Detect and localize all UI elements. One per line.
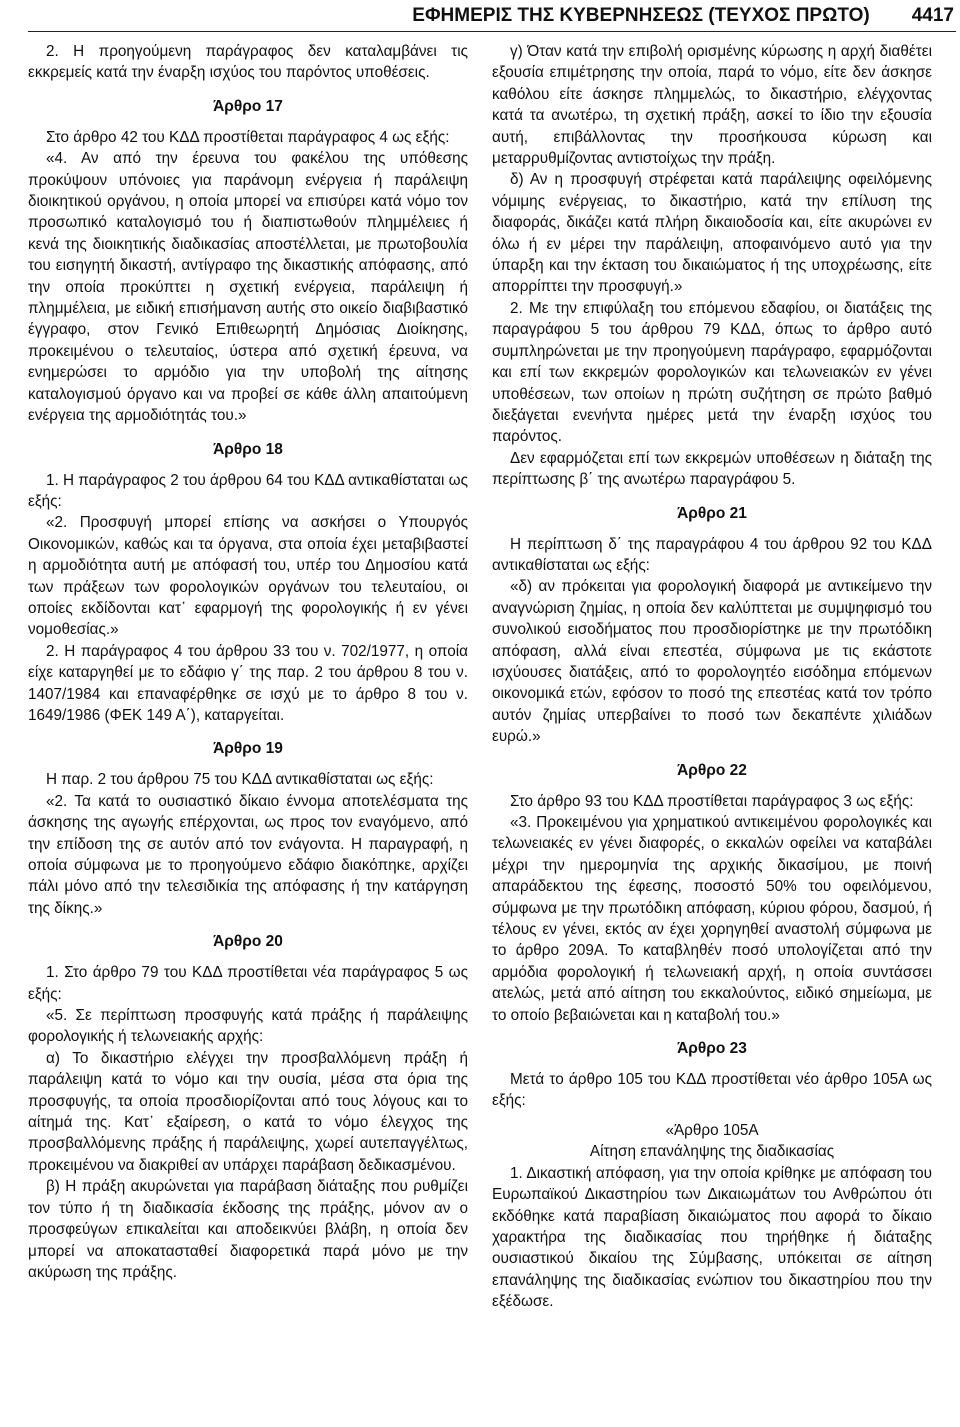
right-column	[492, 41, 932, 1313]
paragraph: «δ) αν πρόκειται για φορολογική διαφορά με αντικείμενο την αναγνώριση ζημίας, η οποία δεν καλύπτεται με συμψηφισμό του συνολικού εισοδήματος που προσδιορίστηκε με την πρωτόδικη απόφαση, αλλά είναι επεστέα, σύμφωνα με τις εκάστοτε ισχύουσες διατάξεις, από το φορολογητέο εισόδημα επόμενων οικονομικά ετών, εφόσον το ποσό της επεστέας κατά τον τρόπο αυτόν ζημίας υπερβαίνει το ποσό των δεκαπέντε χιλιάδων ευρώ.»	[492, 578, 932, 746]
paragraph: «2. Τα κατά το ουσιαστικό δίκαιο έννομα αποτελέσματα της άσκησης της αγωγής επέρχονται, ως προς τον εναγόμενο, από την επίδοση της σε αυτόν από τον ενάγοντα. Η παραγραφή, η οποία σύμφωνα με το προηγούμενο εδάφιο διακόπηκε, αρχίζει πάλι μόνο από την τελεσιδικία της απόφασης ή την κατάργηση της δίκης.»	[28, 792, 468, 917]
article-heading-19: Άρθρο 19	[213, 740, 283, 758]
paragraph: Η περίπτωση δ΄ της παραγράφου 4 του άρθρου 92 του ΚΔΔ αντικαθίσταται ως εξής:	[492, 535, 932, 574]
article-heading-17: Άρθρο 17	[213, 97, 283, 115]
paragraph: «4. Αν από την έρευνα του φακέλου της υπόθεσης προκύψουν υπόνοιες για παράνομη ενέργεια ή παράλειψη διοικητικού οργάνου, η οποία μπορεί να επισύρει κατά νόμο τον προσωπικό καταλογισμό του ή διαπιστωθούν πλημμέλειες ή κενά της διοικητικής διαδικασίας αποστέλλεται, με πρωτοβουλία του εισηγητή δικαστή, αντίγραφο της δικαστικής απόφασης, από την οποία προκύπτει η σχετική ενέργεια, παράλειψη ή πλημμέλεια, με ειδική επισήμανση αυτής στο οικείο διαβιβαστικό έγγραφο, στον Γενικό Επιθεωρητή Δημόσιας Διοίκησης, προκειμένου ο τελευταίος, ύστερα από σχετική έρευνα, να ενημερώσει το αρμόδιο για την υποβολή της αίτησης καταλογισμού όργανο και να προβεί σε κάθε άλλη απαιτούμενη ενέργεια της αρμοδιότητάς του.»	[28, 150, 468, 425]
paragraph: 1. Η παράγραφος 2 του άρθρου 64 του ΚΔΔ αντικαθίσταται ως εξής:	[28, 471, 469, 510]
text-columns	[28, 41, 956, 1313]
paragraph: α) Το δικαστήριο ελέγχει την προσβαλλόμενη πράξη ή παράλειψη κατά το νόμο και την ουσία, μέσα στα όρια της προσφυγής, τα οποία προσδιορίζονται από τους λόγους και το αίτημά της. Κατ᾿ εξαίρεση, ο κατά το νόμο έλεγχος της προσβαλλόμενης πράξης ή παράλειψης, χωρεί αυτεπαγγέλτως, προκειμένου να διακριθεί αν υπάρχει παράβαση δεδικασμένου.	[28, 1049, 468, 1174]
article-105a-title: «Άρθρο 105Α	[665, 1121, 759, 1139]
paragraph: 1. Δικαστική απόφαση, για την οποία κρίθηκε με απόφαση του Ευρωπαϊκού Δικαστηρίου των Δικαιωμάτων του Ανθρώπου ότι εκδόθηκε κατά παραβίαση δικαιώματος που αφορά το δίκαιο χαρακτήρα της διαδικασίας που τηρήθηκε ή διάταξης ουσιαστικού δικαίου της Σύμβασης, υπόκειται σε αίτηση επανάληψης της διαδικασίας ενώπιον του δικαστηρίου που την εξέδωσε.	[492, 1164, 932, 1311]
paragraph: 2. Η παράγραφος 4 του άρθρου 33 του ν. 702/1977, η οποία είχε καταργηθεί με το εδάφιο γ΄ της παρ. 2 του άρθρου 8 του ν. 1407/1984 και επαναφέρθηκε σε ισχύ με το άρθρο 8 του ν. 1649/1986 (ΦΕΚ 149 Α΄), καταργείται.	[28, 642, 468, 724]
gazette-title: ΕΦΗΜΕΡΙΣ ΤΗΣ ΚΥΒΕΡΝΗΣΕΩΣ (ΤΕΥΧΟΣ ΠΡΩΤΟ)	[412, 4, 870, 26]
paragraph: «5. Σε περίπτωση προσφυγής κατά πράξης ή παράλειψης φορολογικής ή τελωνειακής αρχής:	[28, 1007, 468, 1046]
article-heading-22: Άρθρο 22	[677, 761, 747, 779]
paragraph: «2. Προσφυγή μπορεί επίσης να ασκήσει ο Υπουργός Οικονομικών, καθώς και τα όργανα, στα οποία έχει μεταβιβαστεί η αρμοδιότητα αυτή με απόφασή του, υπέρ του Δημοσίου κατά των πράξεων των φορολογικών οργάνων του τελευταίου, οι οποίες εκδίδονται κατ᾿ εφαρμογή της φορολογικής ή εν γένει νομοθεσίας.»	[28, 514, 468, 639]
paragraph: β) Η πράξη ακυρώνεται για παράβαση διάταξης που ρυθμίζει τον τύπο ή τη διαδικασία έκδοσης της πράξης, μόνον αν ο προσφεύγων επικαλείται και αποδεικνύει βλάβη, η οποία δεν μπορεί να αποκατασταθεί διαφορετικά παρά μόνο με την ακύρωση της πράξης.	[28, 1178, 468, 1281]
paragraph: δ) Αν η προσφυγή στρέφεται κατά παράλειψης οφειλόμενης νόμιμης ενέργειας, το δικαστήριο, κατά την επίλυση της διαφοράς, δικάζει κατά πλήρη δικαιοδοσία και, είτε ακυρώνει εν όλω ή εν μέρει την παράλειψη, αποφαινόμενο αυτό για την ύπαρξη και την έκταση του δικαιώματος ή της υποχρέωσης, είτε απορρίπτει την προσφυγή.»	[492, 171, 932, 296]
article-heading-23: Άρθρο 23	[677, 1040, 747, 1058]
paragraph: 2. Με την επιφύλαξη του επόμενου εδαφίου, οι διατάξεις της παραγράφου 5 του άρθρου 79 ΚΔΔ, όπως το άρθρο αυτό συμπληρώνεται με την προηγούμενη παράγραφο, εφαρμόζονται και επί των εκκρεμών φορολογικών και τελωνειακών εν γένει υποθέσεων, των οποίων η πρώτη συζήτηση σε πρώτο βαθμό διεξάγεται ενενήντα ημέρες μετά την έναρξη ισχύος του παρόντος.	[492, 299, 932, 446]
page-header	[28, 0, 956, 32]
paragraph: Δεν εφαρμόζεται επί των εκκρεμών υποθέσεων η διάταξη της περίπτωσης β΄ της ανωτέρω παραγράφου 5.	[492, 449, 932, 489]
paragraph: Στο άρθρο 93 του ΚΔΔ προστίθεται παράγραφος 3 ως εξής:	[510, 792, 914, 810]
paragraph: «3. Προκειμένου για χρηματικού αντικειμένου φορολογικές και τελωνειακές εν γένει διαφορές, ο εκκαλών οφείλει να καταβάλει μέχρι την ημερομηνία της αρχικής δικασίμου, με ποινή απαράδεκτου της έφεσης, ποσοστό 50% του οφειλόμενου, σύμφωνα με την πρωτόδικη απόφαση, κύριου φόρου, δασμού, ή τέλους εν γένει, εκτός αν έχει χορηγηθεί αναστολή σύμφωνα με το άρθρο 209Α. Το καταβληθέν ποσό υπολογίζεται από την αρμόδια φορολογική ή τελωνειακή αρχή, η οποία συντάσσει ατελώς, μετά από αίτηση του εκκαλούντος, ειδικό σημείωμα, με το οποίο βεβαιώνεται και η καταβολή του.»	[492, 814, 932, 1024]
article-heading-20: Άρθρο 20	[213, 933, 283, 951]
paragraph: 1. Στο άρθρο 79 του ΚΔΔ προστίθεται νέα παράγραφος 5 ως εξής:	[28, 964, 468, 1003]
paragraph: 2. Η προηγούμενη παράγραφος δεν καταλαμβάνει τις εκκρεμείς κατά την έναρξη ισχύος του παρόντος υποθέσεις.	[28, 43, 468, 82]
article-105a-subtitle: Αίτηση επανάληψης της διαδικασίας	[589, 1143, 835, 1161]
article-heading-21: Άρθρο 21	[677, 504, 747, 522]
paragraph: Μετά το άρθρο 105 του ΚΔΔ προστίθεται νέο άρθρο 105Α ως εξής:	[492, 1071, 932, 1110]
paragraph: Στο άρθρο 42 του ΚΔΔ προστίθεται παράγραφος 4 ως εξής:	[46, 128, 450, 146]
page-number: 4417	[911, 4, 954, 26]
paragraph: γ) Όταν κατά την επιβολή ορισμένης κύρωσης η αρχή διαθέτει εξουσία επιμέτρησης την οποία, παρά το νόμο, είτε δεν άσκησε καθόλου είτε άσκησε πλημμελώς, το δικαστήριο, ελέγχοντας κατά τα ανωτέρω, τη σχετική πράξη, ασκεί το ίδιο την εξουσία αυτή, επιβάλλοντας την προσήκουσα κύρωση και μεταρρυθμίζοντας αντιστοίχως την πράξη.	[492, 43, 932, 168]
left-column	[28, 41, 468, 1313]
article-heading-18: Άρθρο 18	[213, 440, 283, 458]
paragraph: Η παρ. 2 του άρθρου 75 του ΚΔΔ αντικαθίσταται ως εξής:	[46, 771, 434, 789]
